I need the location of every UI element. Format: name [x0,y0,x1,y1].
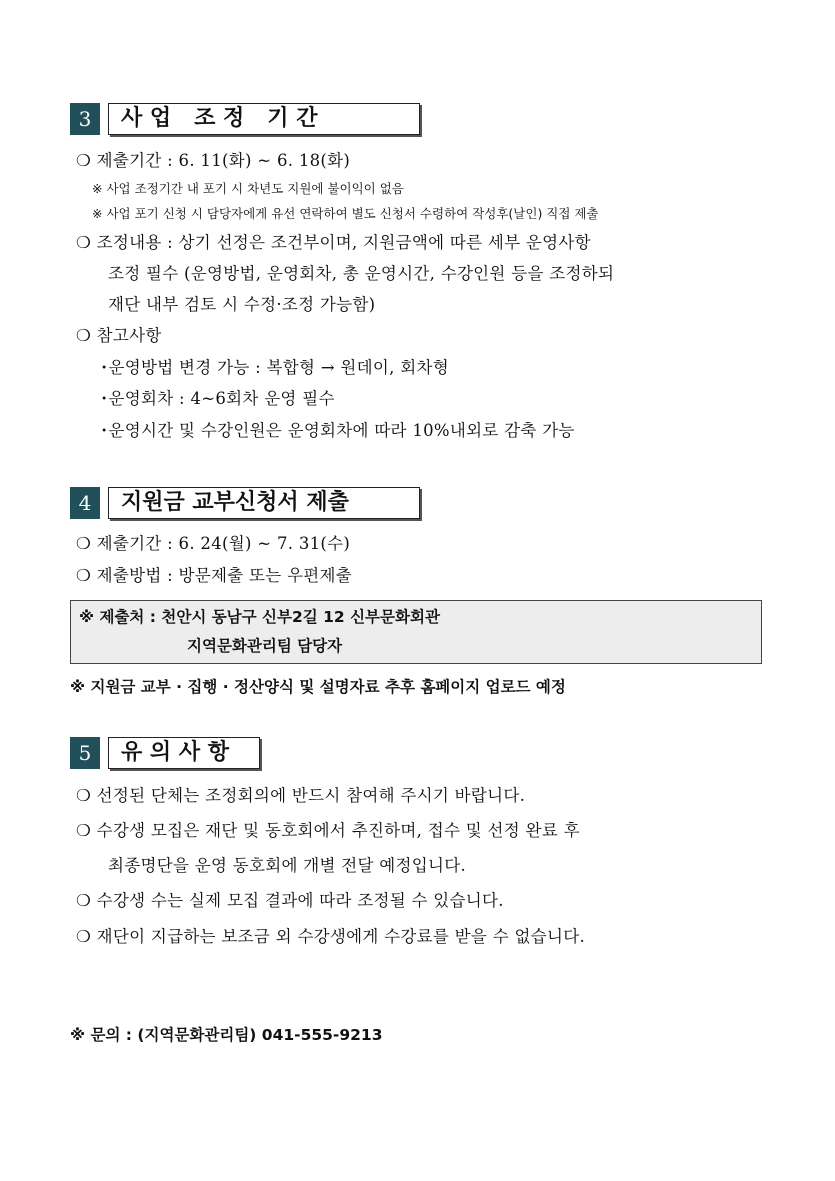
list-item: ❍ 참고사항 [76,326,162,345]
upload-note: ※ 지원금 교부 · 집행 · 정산양식 및 설명자료 추후 홈페이지 업로드 예정 [70,678,566,696]
note-item: ※ 사업 포기 신청 시 담당자에게 유선 연락하여 별도 신청서 수령하여 작성후(날인) 직접 제출 [92,206,599,221]
section-number: 5 [70,737,100,769]
section-number: 4 [70,487,100,519]
list-item: ･운영방법 변경 가능 : 복합형 → 원데이, 회차형 [100,358,449,377]
list-item: ･운영시간 및 수강인원은 운영회차에 따라 10%내외로 감축 가능 [100,421,575,440]
submission-contact: 지역문화관리팀 담당자 [187,637,343,655]
list-item: 재단 내부 검토 시 수정·조정 가능함) [108,295,376,314]
list-item: 조정 필수 (운영방법, 운영회차, 총 운영시간, 수강인원 등을 조정하되 [108,264,615,283]
list-item: ❍ 제출기간 : 6. 11(화) ~ 6. 18(화) [76,151,351,170]
submission-address: ※ 제출처 : 천안시 동남구 신부2길 12 신부문화회관 [79,608,440,626]
section-title: 사 업 조 정 기 간 [108,103,420,135]
list-item: ･운영회차 : 4~6회차 운영 필수 [100,389,335,408]
section-number: 3 [70,103,100,135]
section-title: 지원금 교부신청서 제출 [108,487,420,519]
list-item: ❍ 조정내용 : 상기 선정은 조건부이며, 지원금액에 따른 세부 운영사항 [76,233,591,252]
list-item: ❍ 재단이 지급하는 보조금 외 수강생에게 수강료를 받을 수 없습니다. [76,927,585,946]
list-item: ❍ 수강생 수는 실제 모집 결과에 따라 조정될 수 있습니다. [76,891,504,910]
list-item: ❍ 제출방법 : 방문제출 또는 우편제출 [76,566,353,585]
list-item: 최종명단을 운영 동호회에 개별 전달 예정입니다. [108,856,467,875]
list-item: ❍ 제출기간 : 6. 24(월) ~ 7. 31(수) [76,534,351,553]
contact-info: ※ 문의 : (지역문화관리팀) 041-555-9213 [70,1026,383,1044]
section-title: 유 의 사 항 [108,737,260,769]
list-item: ❍ 수강생 모집은 재단 및 동호회에서 추진하며, 접수 및 선정 완료 후 [76,821,580,840]
submission-box [70,600,762,664]
list-item: ❍ 선정된 단체는 조정회의에 반드시 참여해 주시기 바랍니다. [76,786,526,805]
note-item: ※ 사업 조정기간 내 포기 시 차년도 지원에 불이익이 없음 [92,181,404,196]
